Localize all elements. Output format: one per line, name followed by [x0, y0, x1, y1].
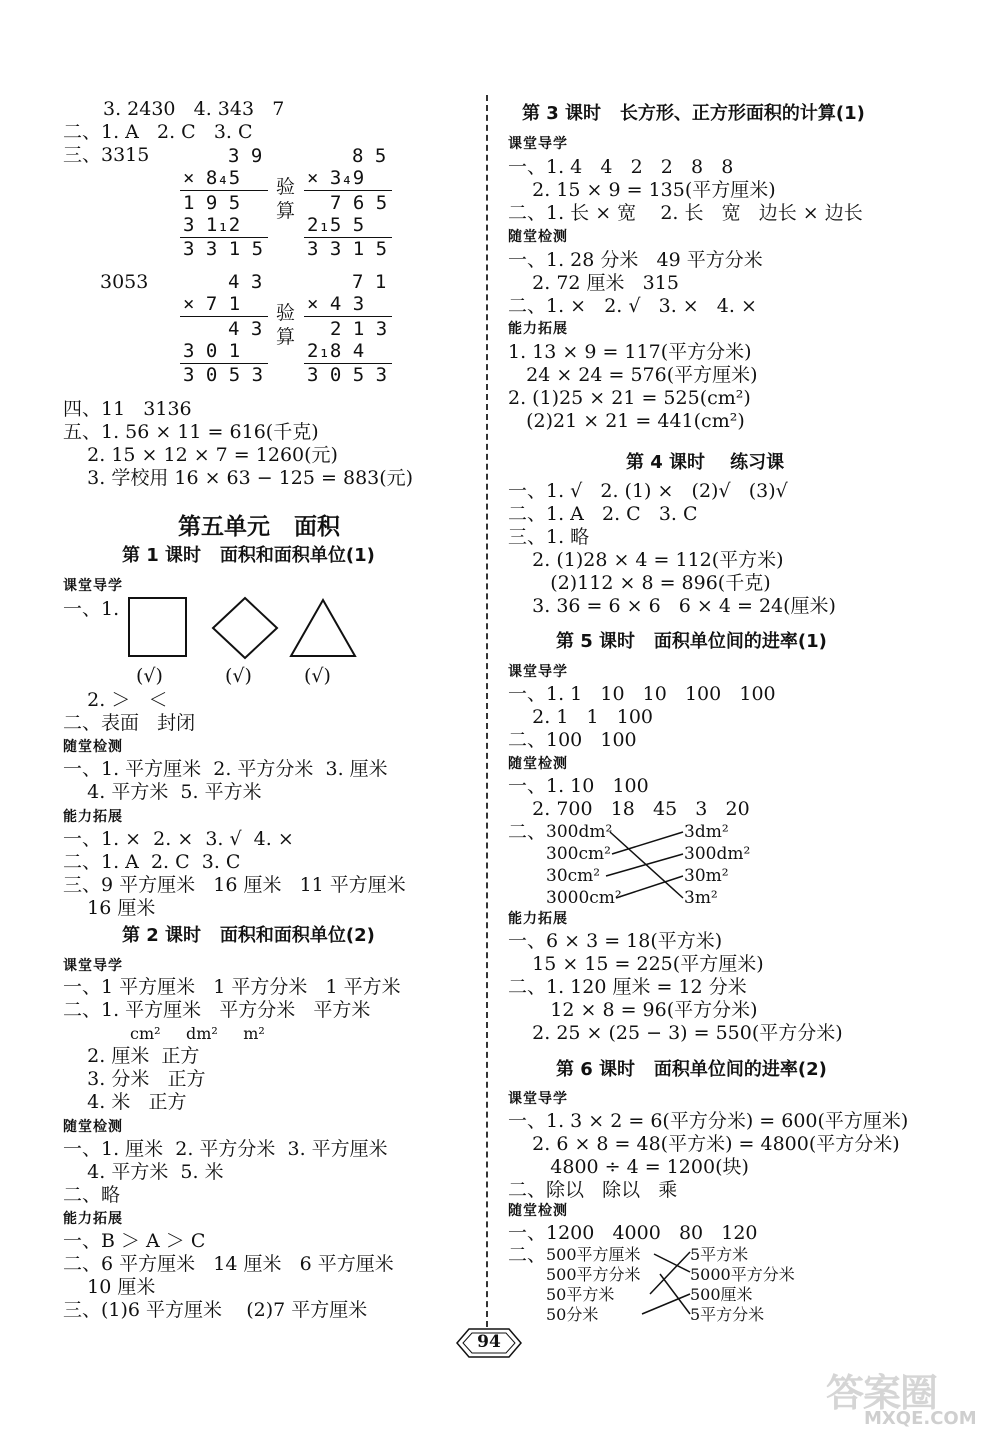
calc-rule [180, 316, 268, 317]
line: 2. 15 × 9 = 135(平方厘米) [508, 179, 776, 201]
section-label: 能力拓展 [63, 1211, 123, 1227]
line: 三、9 平方厘米 16 厘米 11 平方厘米 [63, 874, 406, 896]
unit-title: 第五单元 面积 [178, 514, 341, 540]
line: 4800 ÷ 4 = 1200(块) [508, 1156, 749, 1178]
line: 三、3315 [63, 144, 150, 166]
line: 4. 米 正方 [63, 1091, 187, 1113]
line: 一、1. 厘米 2. 平方分米 3. 平方厘米 [63, 1138, 388, 1160]
line: 2. 72 厘米 315 [508, 272, 679, 294]
calc-row: 2₁5 5 [307, 214, 365, 236]
watermark [820, 1362, 990, 1432]
check-label: 验算 [276, 302, 296, 348]
column-divider [486, 95, 488, 1327]
match-right-item: 500厘米 [690, 1285, 753, 1304]
match-prefix: 二、 [508, 1244, 547, 1266]
calc-row: × 3₄9 [307, 167, 365, 189]
calc-row: 2₁8 4 [307, 340, 365, 362]
line: 3. 学校用 16 × 63 − 125 = 883(元) [63, 467, 414, 489]
vertical-multiplication-3315 [180, 145, 400, 260]
line: 二、100 100 [508, 729, 637, 751]
line: 二、1. A 2. C 3. C [508, 503, 698, 525]
line: 二、表面 封闭 [63, 712, 196, 734]
match-right-item: 300dm² [684, 844, 751, 864]
match-left-item: 3000cm² [546, 888, 622, 908]
line: 16 厘米 [63, 897, 156, 919]
line: 一、1. 平方厘米 2. 平方分米 3. 厘米 [63, 758, 388, 780]
line: 4. 平方米 5. 米 [63, 1161, 224, 1183]
line: 2. 15 × 12 × 7 = 1260(元) [63, 444, 338, 466]
calc-row: 4 3 [228, 271, 263, 293]
lesson-title: 第 5 课时 面积单位间的进率(1) [556, 631, 827, 652]
label-3053: 3053 [100, 271, 149, 293]
calc-row: 7 1 [352, 271, 387, 293]
match-right-item: 5平方米 [690, 1245, 749, 1264]
calc-rule [304, 316, 392, 317]
line: 12 × 8 = 96(平方分米) [508, 999, 758, 1021]
diamond-shape [213, 598, 277, 658]
calc-row: 3 0 5 3 [307, 364, 388, 386]
match-left-item: 300dm² [546, 822, 613, 842]
lesson-title: 第 2 课时 面积和面积单位(2) [122, 925, 375, 946]
calc-row: 3 0 5 3 [183, 364, 264, 386]
line: 二、1. 长 × 宽 2. 长 宽 边长 × 边长 [508, 202, 863, 224]
line: 3. 36 = 6 × 6 6 × 4 = 24(厘米) [508, 595, 836, 617]
calc-row: 3 9 [228, 145, 263, 167]
section-label: 课堂导学 [63, 578, 123, 594]
line: 一、1. 10 100 [508, 775, 649, 797]
match-left-item: 300cm² [546, 844, 611, 864]
calc-row: 3 3 1 5 [183, 238, 264, 260]
section-label: 随堂检测 [508, 229, 568, 245]
line: 2. ＞ ＜ [63, 689, 168, 711]
line: 二、略 [63, 1184, 121, 1206]
calc-row: 1 9 5 [183, 192, 241, 214]
check-mark: (√) [225, 665, 252, 687]
line: 一、1. 4 4 2 2 8 8 [508, 156, 734, 178]
line: 一、1. × 2. × 3. √ 4. × [63, 828, 294, 850]
line: 2. 700 18 45 3 20 [508, 798, 750, 820]
line: 3. 分米 正方 [63, 1068, 206, 1090]
check-mark: (√) [304, 665, 331, 687]
matching-lines [640, 1242, 695, 1328]
calc-row: 3 3 1 5 [307, 238, 388, 260]
line: 一、6 × 3 = 18(平方米) [508, 930, 723, 952]
line: 五、1. 56 × 11 = 616(千克) [63, 421, 319, 443]
unit-symbols: cm² dm² m² [130, 1024, 265, 1043]
line: (2)112 × 8 = 896(千克) [508, 572, 771, 594]
line: 二、6 平方厘米 14 厘米 6 平方厘米 [63, 1253, 394, 1275]
line: 二、1. A 2. C 3. C [63, 121, 253, 143]
line: 1. 13 × 9 = 117(平方分米) [508, 341, 752, 363]
section-label: 随堂检测 [508, 1203, 568, 1219]
match-right-item: 30m² [684, 866, 729, 886]
line: 2. 25 × (25 − 3) = 550(平方分米) [508, 1022, 843, 1044]
line: 一、1. [63, 598, 120, 620]
calc-row: × 7 1 [183, 293, 241, 315]
shapes-figure [120, 595, 360, 665]
calc-row: × 4 3 [307, 293, 365, 315]
calc-row: 4 3 [228, 318, 263, 340]
section-label: 随堂检测 [63, 739, 123, 755]
line: 2. 1 1 100 [508, 706, 654, 728]
calc-row: × 8₄5 [183, 167, 241, 189]
page-number [455, 1325, 523, 1361]
line: (2)21 × 21 = 441(cm²) [508, 410, 745, 432]
section-label: 能力拓展 [508, 321, 568, 337]
line: 二、1. A 2. C 3. C [63, 851, 241, 873]
lesson-title: 第 4 课时 练习课 [626, 452, 785, 473]
match-right-item: 5000平方分米 [690, 1265, 795, 1284]
match-left-item: 50平方米 [546, 1285, 615, 1304]
match-prefix: 二、 [508, 821, 547, 843]
match-right-item: 3dm² [684, 822, 729, 842]
watermark-title: 答案圈 [826, 1371, 938, 1415]
calc-rule [304, 190, 392, 191]
check-label: 验算 [276, 176, 296, 222]
line: 二、1. × 2. √ 3. × 4. × [508, 295, 757, 317]
calc-row: 3 0 1 [183, 340, 241, 362]
match-left-item: 500平方分米 [546, 1265, 641, 1284]
match-left-item: 50分米 [546, 1305, 599, 1324]
page-number-text: 94 [477, 1332, 501, 1352]
line: 一、1. 3 × 2 = 6(平方分米) = 600(平方厘米) [508, 1110, 909, 1132]
square-shape [129, 598, 186, 656]
match-line [616, 876, 683, 898]
line: 三、1. 略 [508, 526, 590, 548]
section-label: 课堂导学 [508, 664, 568, 680]
line: 二、1. 平方厘米 平方分米 平方米 [63, 999, 371, 1021]
line: 3. 2430 4. 343 7 [103, 98, 285, 120]
lesson-title: 第 6 课时 面积单位间的进率(2) [556, 1059, 827, 1080]
section-label: 能力拓展 [508, 911, 568, 927]
lesson-title: 第 1 课时 面积和面积单位(1) [122, 545, 375, 566]
calc-row: 7 6 5 [330, 192, 388, 214]
line: 一、1200 4000 80 120 [508, 1222, 758, 1244]
match-right-item: 3m² [684, 888, 718, 908]
section-label: 随堂检测 [63, 1119, 123, 1135]
calc-rule [180, 190, 268, 191]
calc-row: 8 5 [352, 145, 387, 167]
match-left-item: 30cm² [546, 866, 601, 886]
section-label: 能力拓展 [63, 809, 123, 825]
line: 24 × 24 = 576(平方厘米) [508, 364, 758, 386]
section-label: 课堂导学 [63, 958, 123, 974]
line: 一、1. √ 2. (1) × (2)√ (3)√ [508, 480, 788, 502]
line: 二、1. 120 厘米 = 12 分米 [508, 976, 747, 998]
section-label: 随堂检测 [508, 756, 568, 772]
line: 2. (1)28 × 4 = 112(平方米) [508, 549, 784, 571]
watermark-url: MXQE.COM [864, 1408, 977, 1429]
calc-row: 2 1 3 [330, 318, 388, 340]
line: 三、(1)6 平方厘米 (2)7 平方厘米 [63, 1299, 368, 1321]
line: 一、1 平方厘米 1 平方分米 1 平方米 [63, 976, 401, 998]
lesson-title: 第 3 课时 长方形、正方形面积的计算(1) [522, 103, 865, 124]
section-label: 课堂导学 [508, 1091, 568, 1107]
check-mark: (√) [136, 665, 163, 687]
line: 一、1. 28 分米 49 平方分米 [508, 249, 763, 271]
match-line [606, 854, 683, 876]
match-right-item: 5平方分米 [690, 1305, 765, 1324]
line: 2. 厘米 正方 [63, 1045, 200, 1067]
line: 四、11 3136 [63, 398, 192, 420]
match-line [660, 1274, 690, 1314]
line: 4. 平方米 5. 平方米 [63, 781, 262, 803]
line: 2. 6 × 8 = 48(平方米) = 4800(平方分米) [508, 1133, 900, 1155]
vertical-multiplication-3053 [180, 271, 400, 386]
line: 一、B ＞ A ＞ C [63, 1230, 206, 1252]
line: 10 厘米 [63, 1276, 156, 1298]
match-left-item: 500平方厘米 [546, 1245, 641, 1264]
line: 2. (1)25 × 21 = 525(cm²) [508, 387, 751, 409]
line: 一、1. 1 10 10 100 100 [508, 683, 776, 705]
triangle-shape [291, 600, 355, 656]
matching-lines [600, 820, 690, 912]
calc-row: 3 1₁2 [183, 214, 241, 236]
section-label: 课堂导学 [508, 136, 568, 152]
line: 二、除以 除以 乘 [508, 1179, 678, 1201]
line: 15 × 15 = 225(平方厘米) [508, 953, 764, 975]
